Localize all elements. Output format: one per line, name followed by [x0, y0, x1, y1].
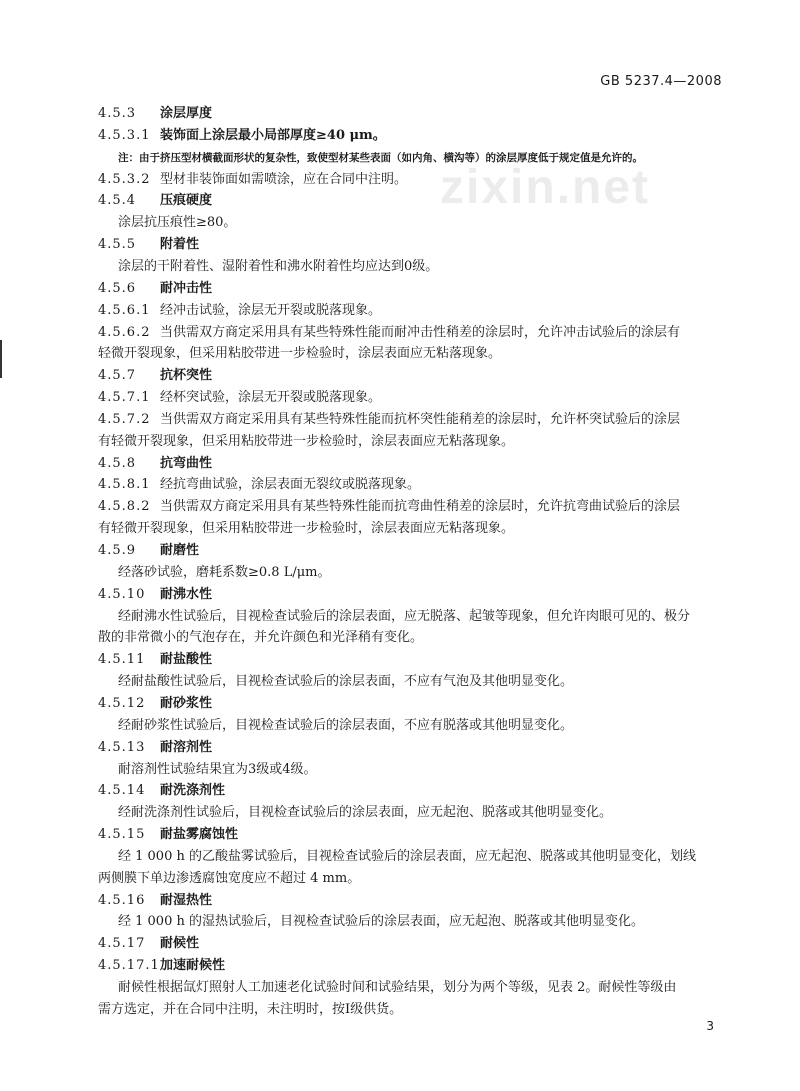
- clause-number: 4.5.3: [98, 106, 137, 121]
- section-heading: [98, 783, 225, 799]
- text-line: [98, 499, 680, 515]
- text-line: [98, 390, 381, 406]
- text-line: [118, 609, 690, 625]
- page-number: 3: [706, 1019, 714, 1033]
- clause-text: 附着性: [160, 237, 200, 253]
- clause-number: 4.5.13: [98, 739, 146, 755]
- clause-text: 轻微开裂现象，但采用粘胶带进一步检验时，涂层表面应无粘落现象。: [98, 346, 502, 362]
- clause-number: 4.5.11: [98, 652, 146, 668]
- section-heading: [98, 368, 212, 384]
- clause-text: 经 1 000 h 的湿热试验后，目视检查试验后的涂层表面，应无起泡、脱落或其他明显变化。: [118, 914, 644, 930]
- clause-text: 耐磨性: [160, 543, 200, 558]
- clause-number: 4.5.6.1: [98, 302, 151, 318]
- clause-text: 经落砂试验，磨耗系数≥0.8 L/μm。: [118, 564, 331, 580]
- clause-text: 耐沸水性: [160, 586, 213, 602]
- clause-number: 4.5.8.2: [98, 499, 151, 515]
- binding-edge-mark: [0, 340, 8, 378]
- section-heading: [98, 936, 199, 952]
- clause-number: 4.5.7.2: [98, 411, 151, 427]
- section-heading: [98, 193, 212, 209]
- text-line: [98, 172, 407, 188]
- clause-text: 有轻微开裂现象，但采用粘胶带进一步检验时，涂层表面应无粘落现象。: [98, 433, 515, 449]
- clause-text: 散的非常微小的气泡存在，并允许颜色和光泽稍有变化。: [98, 630, 424, 646]
- clause-number: 4.5.14: [98, 783, 146, 799]
- text-line: [118, 849, 696, 865]
- text-line: [98, 521, 514, 537]
- clause-number: 4.5.8: [98, 455, 137, 471]
- text-line: [118, 805, 612, 821]
- clause-text: 经耐洗涤剂性试验后，目视检查试验后的涂层表面，应无起泡、脱落或其他明显变化。: [118, 805, 613, 821]
- clause-text: 涂层的干附着性、湿附着性和沸水附着性均应达到0级。: [118, 258, 439, 274]
- clause-number: 4.5.4: [98, 193, 137, 209]
- text-line: [98, 303, 381, 319]
- clause-text: 抗弯曲性: [160, 455, 213, 471]
- clause-number: 4.5.17: [98, 936, 146, 952]
- section-heading: [98, 106, 212, 122]
- clause-number: 4.5.9: [98, 543, 137, 558]
- clause-text: 当供需双方商定采用具有某些特殊性能而抗弯曲性稍差的涂层时，允许抗弯曲试验后的涂层: [160, 499, 681, 515]
- clause-text: 经耐砂浆性试验后，目视检查试验后的涂层表面，不应有脱落或其他明显变化。: [118, 717, 574, 733]
- text-line: [118, 215, 236, 231]
- clause-number: 4.5.15: [98, 827, 146, 843]
- clause-number: 4.5.3.2: [98, 171, 151, 187]
- clause-text: 经冲击试验，涂层无开裂或脱落现象。: [160, 302, 382, 318]
- text-line: [98, 346, 501, 362]
- clause-text: 有轻微开裂现象，但采用粘胶带进一步检验时，涂层表面应无粘落现象。: [98, 521, 515, 537]
- clause-number: 4.5.6.2: [98, 324, 151, 340]
- clause-number: 4.5.5: [98, 237, 137, 253]
- clause-number: 4.5.7.1: [98, 390, 151, 406]
- clause-number: 4.5.8.1: [98, 477, 151, 493]
- clause-text: 加速耐候性: [160, 958, 226, 974]
- text-line: [118, 762, 317, 778]
- section-heading: [98, 281, 212, 297]
- watermark: zixin.net: [440, 161, 651, 214]
- text-line: [98, 434, 514, 450]
- clause-text: 经 1 000 h 的乙酸盐雾试验后，目视检查试验后的涂层表面，应无起泡、脱落或其他明显变化，划线: [118, 848, 696, 864]
- clause-text: 耐冲击性: [160, 280, 213, 296]
- text-line: [98, 477, 420, 493]
- clause-text: 耐候性: [160, 936, 200, 952]
- clause-text: 经耐盐酸性试验后，目视检查试验后的涂层表面，不应有气泡及其他明显变化。: [118, 674, 574, 690]
- text-line: [98, 412, 680, 428]
- section-heading: [98, 696, 212, 712]
- section-heading: [98, 958, 225, 974]
- clause-text: 耐盐酸性: [160, 652, 213, 668]
- section-heading: [98, 652, 212, 668]
- clause-text: 两侧膜下单边渗透腐蚀宽度应不超过 4 mm。: [98, 870, 361, 886]
- section-heading: [98, 456, 212, 472]
- clause-text: 耐候性根据氙灯照射人工加速老化试验时间和试验结果，划分为两个等级，见表 2。耐候性等级由: [118, 980, 677, 995]
- clause-text: 装饰面上涂层最小局部厚度≥40 μm。: [160, 127, 386, 143]
- text-line: [118, 718, 573, 734]
- text-line: [118, 259, 438, 275]
- clause-number: 4.5.3.1: [98, 127, 151, 143]
- section-heading: [98, 893, 212, 909]
- clause-number: 4.5.16: [98, 892, 146, 908]
- text-line: [118, 980, 676, 996]
- clause-text: 经杯突试验，涂层无开裂或脱落现象。: [160, 390, 382, 406]
- clause-text: 压痕硬度: [160, 193, 213, 209]
- clause-text: 耐溶剂性: [160, 739, 213, 755]
- clause-text: 经耐沸水性试验后，目视检查试验后的涂层表面，应无脱落、起皱等现象，但允许肉眼可见的、极分: [118, 608, 691, 624]
- section-heading: [98, 237, 199, 253]
- text-line: [118, 914, 644, 930]
- section-heading: [98, 740, 212, 756]
- clause-text: 型材非装饰面如需喷涂，应在合同中注明。: [160, 171, 408, 187]
- section-heading: [98, 587, 212, 603]
- clause-text: 耐湿热性: [160, 892, 213, 908]
- standard-code: GB 5237.4—2008: [600, 74, 722, 89]
- clause-text: 耐砂浆性: [160, 695, 213, 711]
- clause-text: 抗杯突性: [160, 368, 213, 384]
- text-line: [98, 325, 680, 341]
- section-heading: [98, 827, 238, 843]
- clause-text: 涂层抗压痕性≥80。: [118, 215, 237, 231]
- clause-number: 4.5.6: [98, 280, 137, 296]
- clause-number: 4.5.17.1: [98, 958, 160, 974]
- clause-number: 4.5.12: [98, 695, 146, 711]
- clause-text: 当供需双方商定采用具有某些特殊性能而耐冲击性稍差的涂层时，允许冲击试验后的涂层有: [160, 324, 681, 340]
- text-line: [98, 630, 423, 646]
- clause-text: 经抗弯曲试验，涂层表面无裂纹或脱落现象。: [160, 477, 421, 493]
- text-line: [98, 871, 360, 887]
- section-heading: [98, 543, 199, 559]
- text-line: [118, 674, 573, 690]
- note-line: [118, 150, 643, 166]
- clause-text: 需方选定，并在合同中注明，未注明时，按Ⅰ级供货。: [98, 1001, 403, 1017]
- clause-text: 涂层厚度: [160, 106, 213, 121]
- clause-number: 4.5.7: [98, 368, 137, 384]
- text-line: [98, 1002, 402, 1018]
- clause-text: 注：由于挤压型材横截面形状的复杂性，致使型材某些表面（如内角、横沟等）的涂层厚度低于规定值是允许的。: [118, 151, 643, 164]
- clause-text: 耐盐雾腐蚀性: [160, 827, 239, 843]
- clause-text: 耐洗涤剂性: [160, 783, 226, 799]
- clause-number: 4.5.10: [98, 586, 146, 602]
- clause-text: 耐溶剂性试验结果宜为3级或4级。: [118, 761, 317, 777]
- text-line: [118, 565, 331, 581]
- clause-text: 当供需双方商定采用具有某些特殊性能而抗杯突性能稍差的涂层时，允许杯突试验后的涂层: [160, 411, 681, 427]
- section-heading: [98, 128, 386, 144]
